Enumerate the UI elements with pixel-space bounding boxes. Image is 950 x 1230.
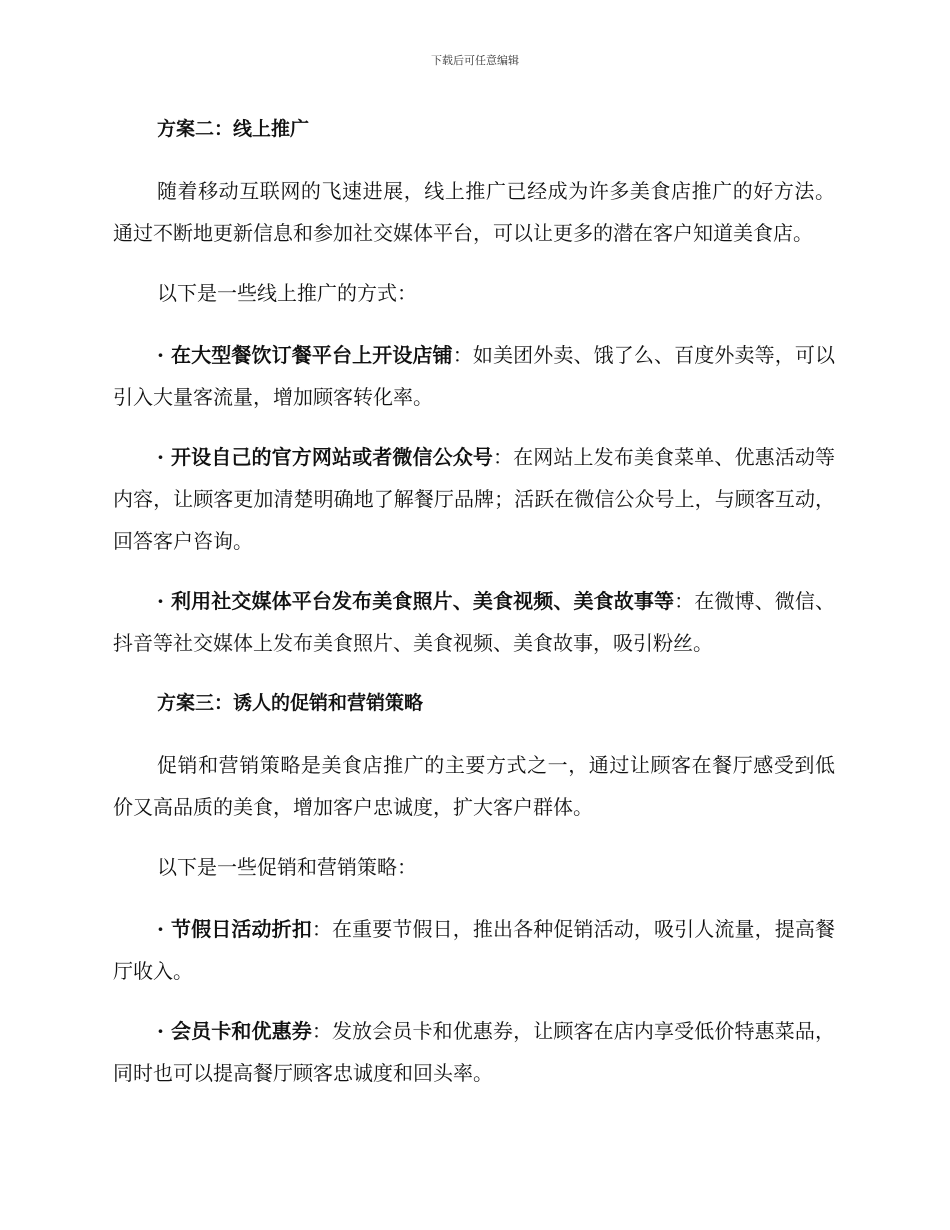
bullet-term: · 在大型餐饮订餐平台上开设店铺 <box>157 343 453 367</box>
bullet-item <box>113 1010 835 1094</box>
bullet-term: · 开设自己的官方网站或者微信公众号 <box>157 445 494 469</box>
bullet-term: · 利用社交媒体平台发布美食照片、美食视频、美食故事等 <box>157 589 675 613</box>
bullet-item <box>113 908 835 992</box>
section-heading: 方案三：诱人的促销和营销策略 <box>157 692 424 714</box>
section-intro: 促销和营销策略是美食店推广的主要方式之一，通过让顾客在餐厅感受到低价又高品质的美食，增加客户忠诚度，扩大客户群体。 <box>113 753 835 819</box>
section-lead: 以下是一些促销和营销策略： <box>157 855 417 879</box>
document-body <box>113 108 835 1112</box>
page-header: 下载后可任意编辑 <box>431 54 519 67</box>
bullet-text: ：发放会员卡和优惠券，让顾客在店内享受低价特惠菜品，同时也可以提高餐厅顾客忠诚度和回头率。 <box>113 1019 835 1085</box>
bullet-item <box>113 334 835 418</box>
bullet-text: ：在微博、微信、抖音等社交媒体上发布美食照片、美食视频、美食故事，吸引粉丝。 <box>113 589 836 655</box>
bullet-text: ：在网站上发布美食菜单、优惠活动等内容，让顾客更加清楚明确地了解餐厅品牌；活跃在微信公众号上，与顾客互动，回答客户咨询。 <box>113 445 836 553</box>
bullet-item <box>113 580 835 664</box>
section-lead: 以下是一些线上推广的方式： <box>157 281 417 305</box>
bullet-text: ：在重要节假日，推出各种促销活动，吸引人流量，提高餐厅收入。 <box>113 917 835 983</box>
bullet-item <box>113 436 835 562</box>
section-intro: 随着移动互联网的飞速进展，线上推广已经成为许多美食店推广的好方法。通过不断地更新信息和参加社交媒体平台，可以让更多的潜在客户知道美食店。 <box>113 179 835 245</box>
bullet-term: · 会员卡和优惠券 <box>157 1019 312 1043</box>
section-heading: 方案二：线上推广 <box>157 118 310 140</box>
bullet-text: ：如美团外卖、饿了么、百度外卖等，可以引入大量客流量，增加顾客转化率。 <box>113 343 835 409</box>
bullet-term: · 节假日活动折扣 <box>157 917 312 941</box>
